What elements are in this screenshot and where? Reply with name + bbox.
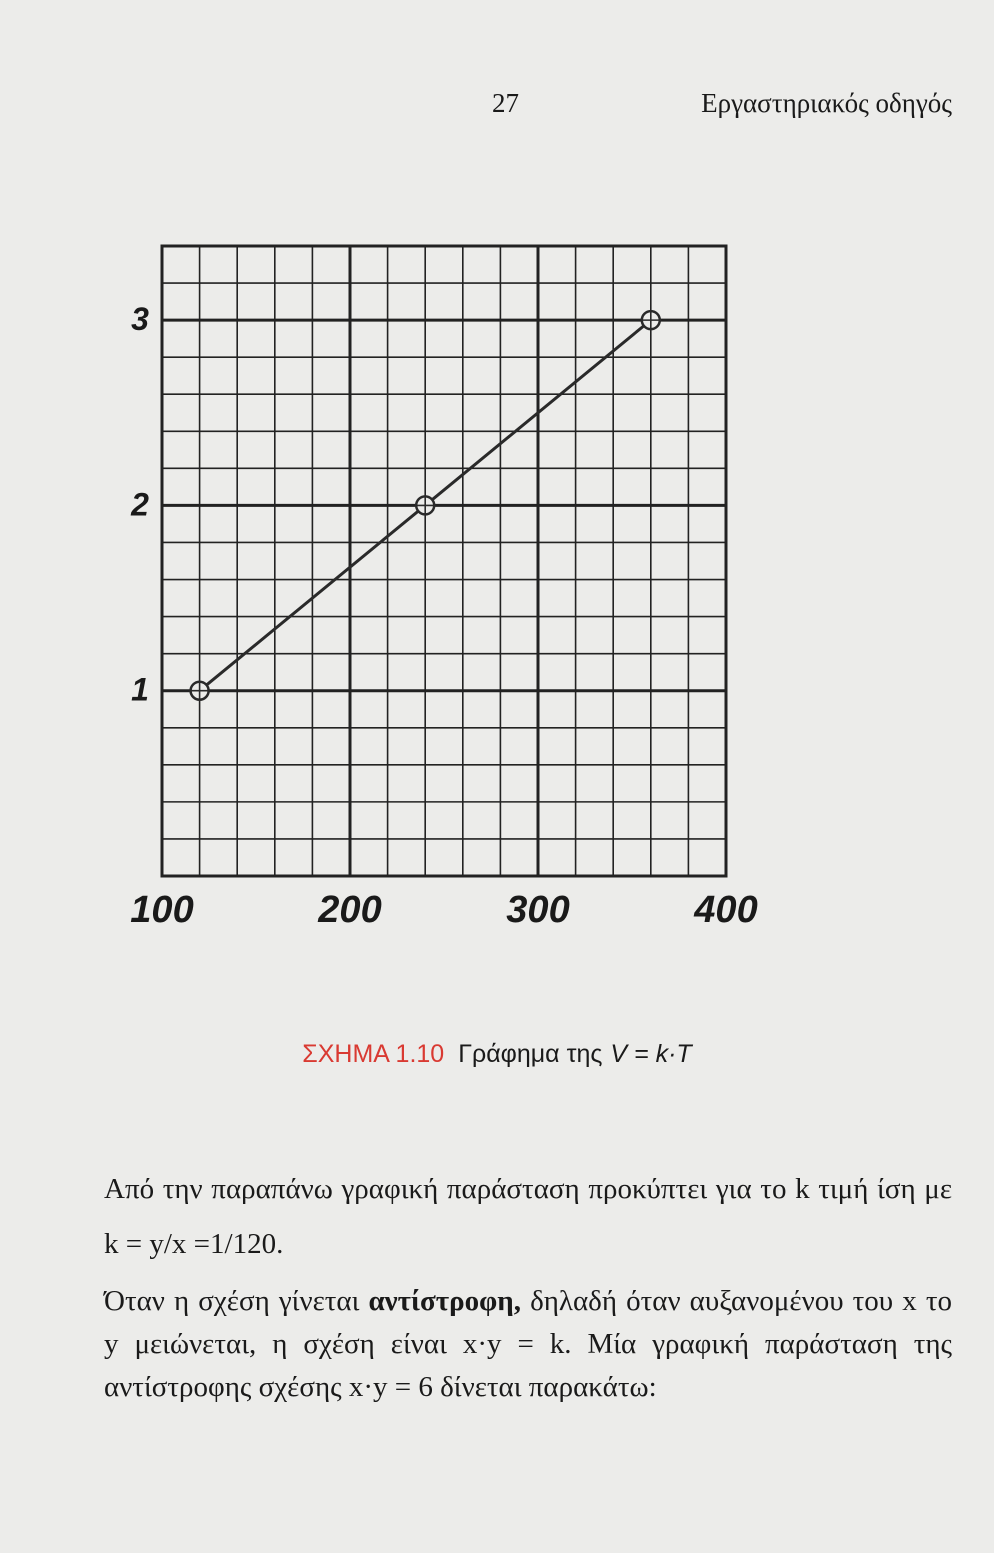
paragraph-2 [104, 1280, 952, 1409]
y-tick-label: 2 [131, 486, 149, 523]
figure-caption [0, 1040, 994, 1069]
x-tick-label: 200 [318, 889, 382, 931]
figure-chart [100, 230, 758, 950]
caption-label: ΣΧΗΜΑ 1.10 [302, 1040, 445, 1068]
caption-text: Γράφημα της [458, 1040, 603, 1068]
x-tick-label: 100 [130, 889, 194, 931]
paragraph-2-start: Όταν η σχέση γίνεται [104, 1285, 369, 1317]
page-number: 27 [492, 88, 519, 118]
plot-frame [162, 246, 726, 876]
page-header [0, 88, 994, 128]
paragraph-1: Από την παραπάνω γραφική παράσταση προκύπτει για το k τιμή ίση με k = y/x =1/120. [104, 1173, 952, 1260]
line-chart [100, 230, 758, 950]
y-tick-label: 1 [131, 671, 149, 708]
x-tick-label: 300 [506, 889, 570, 931]
y-tick-label: 3 [131, 301, 149, 338]
paragraph-2-bold: αντίστροφη, [368, 1285, 521, 1317]
x-tick-label: 400 [694, 889, 758, 931]
caption-equation: V = k·T [610, 1040, 692, 1068]
paragraph-2-end: δηλαδή όταν αυξανομένου του x το y μειώνεται, η σχέση είναι x·y = k. Μία γραφική παράσταση της αντίστροφης σχέσης x·y = 6 δίνεται παρακάτω: [104, 1285, 953, 1403]
running-title: Εργαστηριακός οδηγός [701, 88, 952, 118]
